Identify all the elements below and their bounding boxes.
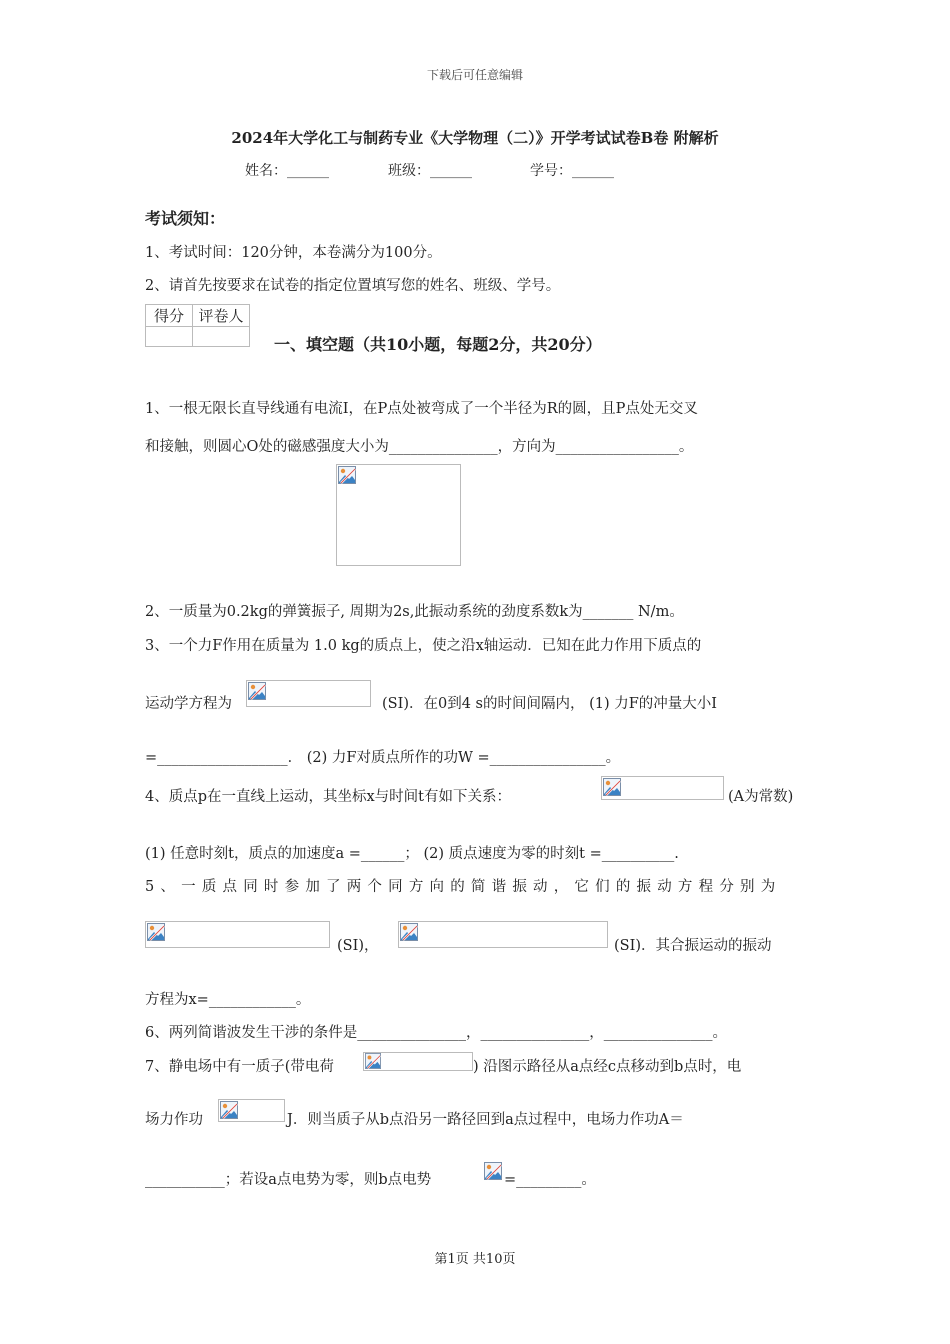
question-7-line-2-a: 场力作功 <box>145 1112 203 1128</box>
broken-image-icon <box>248 682 266 700</box>
question-5-line-1: 5、一质点同时参加了两个同方向的简谐振动，它们的振动方程分别为 <box>145 879 782 895</box>
question-5-equation-2-image <box>398 921 608 948</box>
question-7-line-2-b: J．则当质子从b点沿另一路径回到a点过程中，电场力作功A＝ <box>287 1112 684 1128</box>
notice-item-2: 2、请首先按要求在试卷的指定位置填写您的姓名、班级、学号。 <box>145 278 561 294</box>
broken-image-icon <box>365 1053 381 1069</box>
question-7-line-1-a: 7、静电场中有一质子(带电荷 <box>145 1059 334 1075</box>
score-table <box>145 304 250 347</box>
broken-image-icon <box>603 778 621 796</box>
header-note: 下载后可任意编辑 <box>426 68 523 82</box>
question-3-line-2-a: 运动学方程为 <box>145 696 232 712</box>
question-7-line-3-b: =_________。 <box>504 1172 596 1188</box>
question-4-line-2: (1) 任意时刻t，质点的加速度a =______； (2) 质点速度为零的时刻t =__________. <box>145 846 679 862</box>
question-3-line-2-b: (SI)．在0到4 s的时间间隔内， (1) 力F的冲量大小I <box>382 696 718 712</box>
question-4-line-1-b: (A为常数) <box>728 789 794 805</box>
score-header: 得分 <box>146 305 193 327</box>
broken-image-icon <box>220 1101 238 1119</box>
broken-image-icon <box>400 923 418 941</box>
question-7-line-3-a: ___________；若设a点电势为零，则b点电势 <box>145 1172 432 1188</box>
question-7-potential-image <box>484 1162 502 1180</box>
score-cell <box>146 327 193 347</box>
question-1-figure <box>336 464 461 566</box>
class-field: 班级：______ <box>388 163 472 179</box>
question-2: 2、一质量为0.2kg的弹簧振子, 周期为2s,此振动系统的劲度系数k为_______ N/m。 <box>145 604 684 620</box>
broken-image-icon <box>147 923 165 941</box>
notice-heading: 考试须知： <box>145 209 226 228</box>
page-footer: 第1页 共10页 <box>434 1252 516 1267</box>
name-field: 姓名：______ <box>245 163 329 179</box>
question-5-line-3: 方程为x=____________。 <box>145 992 311 1008</box>
question-5-line-2-a: (SI)， <box>337 938 379 954</box>
question-4-equation-image <box>601 776 724 800</box>
question-5-equation-1-image <box>145 921 330 948</box>
question-1-line-1: 1、一根无限长直导线通有电流I，在P点处被弯成了一个半径为R的圆，且P点处无交叉 <box>145 401 698 417</box>
notice-item-1: 1、考试时间：120分钟，本卷满分为100分。 <box>145 245 442 261</box>
grader-header: 评卷人 <box>193 305 250 327</box>
grader-cell <box>193 327 250 347</box>
student-id-field: 学号：______ <box>530 163 614 179</box>
question-7-charge-image <box>363 1052 473 1071</box>
exam-title: 2024年大学化工与制药专业《大学物理（二）》开学考试试卷B卷 附解析 <box>231 129 719 147</box>
broken-image-icon <box>484 1162 502 1180</box>
question-7-work-image <box>218 1099 285 1122</box>
question-1-line-2: 和接触，则圆心O处的磁感强度大小为_______________，方向为_________________。 <box>145 439 694 455</box>
question-3-line-1: 3、一个力F作用在质量为 1.0 kg的质点上，使之沿x轴运动．已知在此力作用下质点的 <box>145 638 702 654</box>
section-title: 一、填空题（共10小题，每题2分，共20分） <box>274 335 602 354</box>
question-3-equation-image <box>246 680 371 707</box>
question-6: 6、两列简谐波发生干涉的条件是_______________，_______________，_______________。 <box>145 1025 727 1041</box>
question-5-line-2-b: (SI)．其合振运动的振动 <box>614 938 772 954</box>
question-4-line-1-a: 4、质点p在一直线上运动，其坐标x与时间t有如下关系： <box>145 789 512 805</box>
broken-image-icon <box>338 466 356 484</box>
question-3-line-3: =__________________． (2) 力F对质点所作的功W =________________。 <box>145 750 621 766</box>
question-7-line-1-b: ) 沿图示路径从a点经c点移动到b点时，电 <box>473 1059 742 1075</box>
